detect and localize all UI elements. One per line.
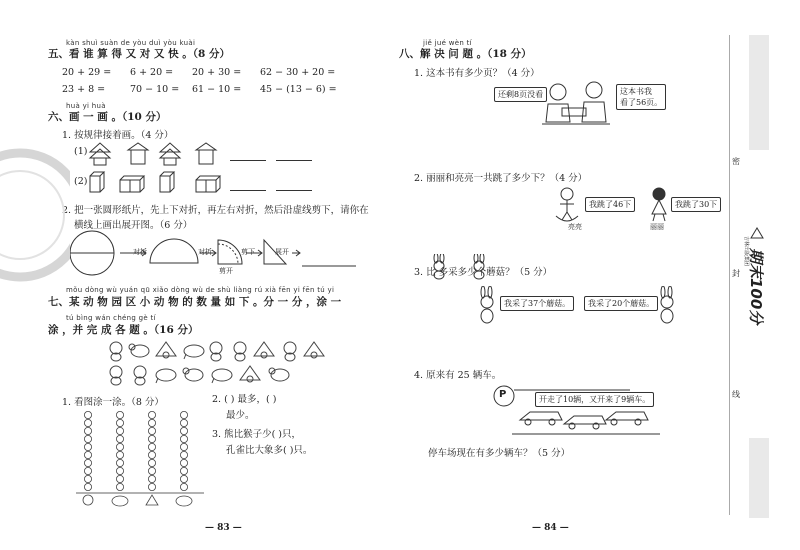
sec6-q1: 1. 按规律接着画。（4 分） — [62, 130, 174, 141]
seal-word: 线 — [732, 390, 740, 399]
speech-bubble — [616, 84, 666, 110]
publisher-logo-icon — [749, 226, 765, 240]
sec5-title: 五、看 谁 算 得 又 对 又 快 。（8 分） — [48, 48, 230, 60]
equation: 20 + 30 = — [192, 67, 242, 78]
watermark-seal — [0, 140, 70, 290]
sec8-pinyin: jiě jué wèn tí — [423, 39, 472, 47]
speech-bubble: 开走了10辆，又开来了9辆车。 — [535, 392, 654, 407]
sec8-title: 八、解 决 问 题 。（18 分） — [399, 48, 532, 60]
sec7-q1: 1. 看图涂一涂。（8 分） — [62, 397, 164, 408]
pattern-row2-label: (2) — [74, 176, 88, 187]
sidebar-shade-bottom — [749, 438, 769, 518]
bubble-line: 这本书我 — [620, 87, 652, 96]
sec8-q1: 1. 这本书有多少页？（4 分） — [414, 68, 540, 79]
girl-jumping-rope-illustration — [644, 186, 674, 222]
page-number-right: — 84 — — [532, 523, 569, 533]
sec6-title: 六、画 一 画 。（10 分） — [48, 111, 167, 123]
pattern-row1-figures — [88, 140, 228, 168]
fold-step: 剪下 — [241, 248, 255, 256]
fold-step: 对折 — [133, 248, 147, 256]
sec7-title2: 涂 ，并 完 成 各 题 。（16 分） — [48, 324, 199, 336]
name-label: 亮亮 — [568, 223, 582, 231]
rabbits-inline-illustration — [430, 254, 500, 280]
parking-lot-illustration — [490, 382, 670, 438]
sec5-pinyin: kàn shuì suàn de yòu duì yòu kuài — [66, 39, 196, 47]
sec8-q2: 2. 丽丽和亮亮一共跳了多少下？（4 分） — [414, 173, 588, 184]
rabbit-illustration — [654, 286, 680, 326]
sidebar-shade-top — [749, 35, 769, 150]
answer-line[interactable] — [276, 160, 312, 161]
sec7-q2-line2: 最少。 — [226, 410, 255, 421]
bubble-line: 看了56页。 — [620, 98, 663, 107]
equation: 62 − 30 + 20 = — [260, 67, 336, 78]
pattern-row2-figures — [88, 170, 228, 196]
sec6-q2-line2: 横线上画出展开图。（6 分） — [74, 220, 193, 231]
sec6-pinyin: huà yi huà — [66, 102, 106, 110]
sec7-q3-line2: 孔雀比大象多( )只。 — [226, 445, 313, 456]
binding-sidebar — [729, 0, 769, 550]
fold-step: 对折 — [198, 248, 212, 256]
equation: 20 + 29 = — [62, 67, 112, 78]
speech-bubble: 我跳了46下 — [585, 197, 635, 212]
answer-line[interactable] — [230, 160, 266, 161]
equation: 45 − (13 − 6) = — [260, 84, 337, 95]
sec7-pinyin2: tú bìng wán chéng gè tí — [66, 314, 156, 322]
brand-title: 期末100分 — [747, 248, 765, 325]
equation: 70 − 10 = — [130, 84, 180, 95]
seal-word: 密 — [732, 157, 740, 166]
fold-step: 展开 — [275, 248, 289, 256]
pattern-row1-label: (1) — [74, 146, 88, 157]
name-label: 丽丽 — [650, 223, 664, 231]
cut-label: 剪开 — [219, 267, 233, 275]
animals-illustration — [104, 338, 334, 386]
sec7-q3-line1: 3. 熊比猴子少( )只， — [212, 429, 302, 440]
equation: 61 − 10 = — [192, 84, 242, 95]
coloring-chart — [76, 410, 206, 510]
sidebar-border — [729, 35, 730, 515]
children-reading-illustration — [540, 78, 612, 130]
sec8-q4: 4. 原来有 25 辆车。 — [414, 370, 502, 381]
speech-bubble: 我采了37个蘑菇。 — [500, 296, 574, 311]
answer-line[interactable] — [230, 190, 266, 191]
page-number-left: — 83 — — [205, 523, 242, 533]
rabbit-illustration — [474, 286, 500, 326]
equation: 23 + 8 = — [62, 84, 106, 95]
sec8-q4-question: 停车场现在有多少辆车？（5 分） — [428, 448, 571, 459]
boy-jumping-rope-illustration — [552, 186, 582, 222]
sec7-title1: 七、某 动 物 园 区 小 动 物 的 数 量 如 下 。分 一 分 ，涂 一 — [48, 296, 342, 308]
seal-word: 封 — [732, 269, 740, 278]
speech-bubble: 我采了20个蘑菇。 — [584, 296, 658, 311]
publisher-text: 吉林出版集团 — [743, 236, 749, 267]
parking-sign-letter: P — [499, 389, 507, 400]
answer-line[interactable] — [276, 190, 312, 191]
sec7-pinyin1: mǒu dòng wù yuán qū xiǎo dòng wù de shù liàng rú xià fēn yi fēn tú yi — [66, 286, 335, 294]
speech-bubble: 我跳了30下 — [671, 197, 721, 212]
sec6-q2-line1: 2. 把一张圆形纸片，先上下对折，再左右对折，然后沿虚线剪下，请你在 — [62, 205, 369, 216]
sec7-q2-line1: 2. ( ) 最多，( ) — [212, 394, 277, 405]
equation: 6 + 20 = — [130, 67, 174, 78]
speech-bubble: 还剩8页没看 — [494, 87, 547, 102]
sec8-q3: 3. 比 多采多少个蘑菇？（5 分） — [414, 267, 553, 278]
